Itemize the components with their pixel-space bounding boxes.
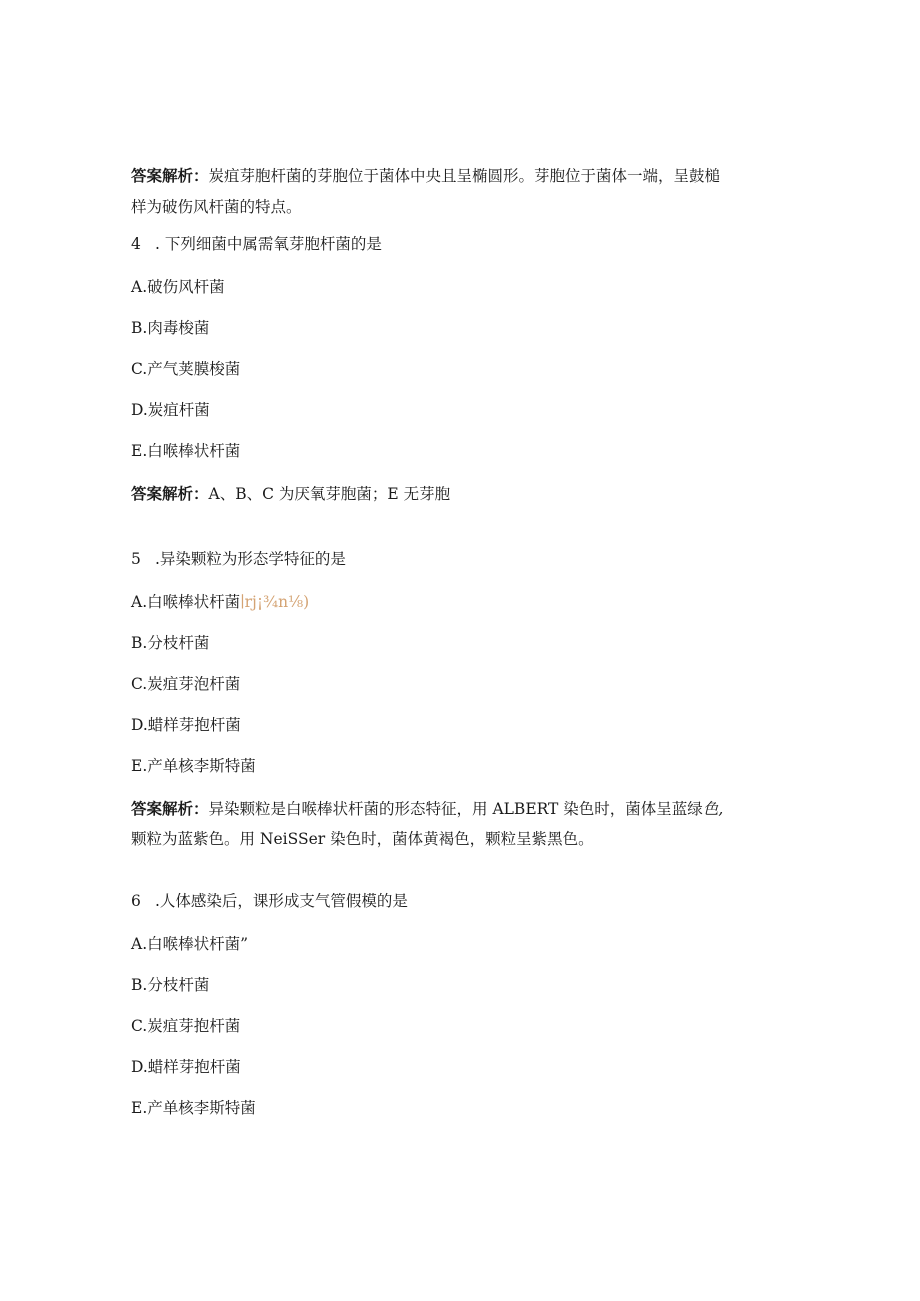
question-number: 4 [131, 235, 141, 253]
answer-text-continued: 样为破伤风杆菌的特点。 [131, 198, 302, 216]
question-5 [131, 548, 346, 570]
answer-text: 异染颗粒是白喉棒状杆菌的形态特征，用 ALBERT 染色时，菌体呈蓝绿 [208, 800, 703, 818]
answer-label: 答案解析： [131, 167, 209, 185]
q4-option-c: C.产气荚膜梭菌 [131, 360, 241, 378]
answer-explanation-line-2 [131, 196, 302, 218]
answer-text-italic: 色, [702, 800, 724, 818]
answer-label: 答案解析： [131, 485, 209, 503]
q5-answer-explanation-line-2: 颗粒为蓝紫色。用 NeiSSer 染色时，菌体黄褐色，颗粒呈紫黑色。 [131, 830, 594, 848]
q5-option-e: E.产单核李斯特菌 [131, 757, 256, 775]
question-text: . 下列细菌中属需氧芽胞杆菌的是 [155, 235, 382, 253]
q5-option-b: B.分枝杆菌 [131, 634, 210, 652]
q6-option-e: E.产单核李斯特菌 [131, 1099, 256, 1117]
question-6 [131, 890, 408, 912]
q5-option-c: C.炭疽芽泡杆菌 [131, 675, 241, 693]
q4-option-d: D.炭疽杆菌 [131, 401, 210, 419]
q6-option-d: D.蜡样芽抱杆菌 [131, 1058, 241, 1076]
q5-option-a [131, 591, 309, 613]
answer-label: 答案解析： [131, 800, 209, 818]
question-number: 5 [131, 550, 141, 568]
question-text: .人体感染后，课形成支气管假模的是 [155, 892, 408, 910]
answer-text: A、B、C 为厌氧芽胞菌；E 无芽胞 [208, 485, 451, 503]
q6-option-b: B.分枝杆菌 [131, 976, 210, 994]
q4-option-b: B.肉毒梭菌 [131, 319, 210, 337]
answer-explanation-line [131, 165, 720, 187]
q4-answer-explanation [131, 483, 450, 505]
garbled-ocr-text: ∣rj¡¾n⅛) [240, 593, 310, 611]
q5-option-d: D.蜡样芽抱杆菌 [131, 716, 241, 734]
question-text: .异染颗粒为形态学特征的是 [155, 550, 346, 568]
q6-option-c: C.炭疽芽抱杆菌 [131, 1017, 241, 1035]
q5-answer-explanation [131, 798, 723, 820]
question-4 [131, 233, 382, 255]
q4-option-e: E.白喉棒状杆菌 [131, 442, 241, 460]
q4-option-a: A.破伤风杆菌 [131, 278, 225, 296]
q6-option-a: A.白喉棒状杆菌” [131, 935, 249, 953]
option-text: A.白喉棒状杆菌 [131, 593, 241, 611]
answer-text: 炭疽芽胞杆菌的芽胞位于菌体中央且呈椭圆形。芽胞位于菌体一端，呈鼓槌 [208, 167, 721, 185]
question-number: 6 [131, 892, 141, 910]
